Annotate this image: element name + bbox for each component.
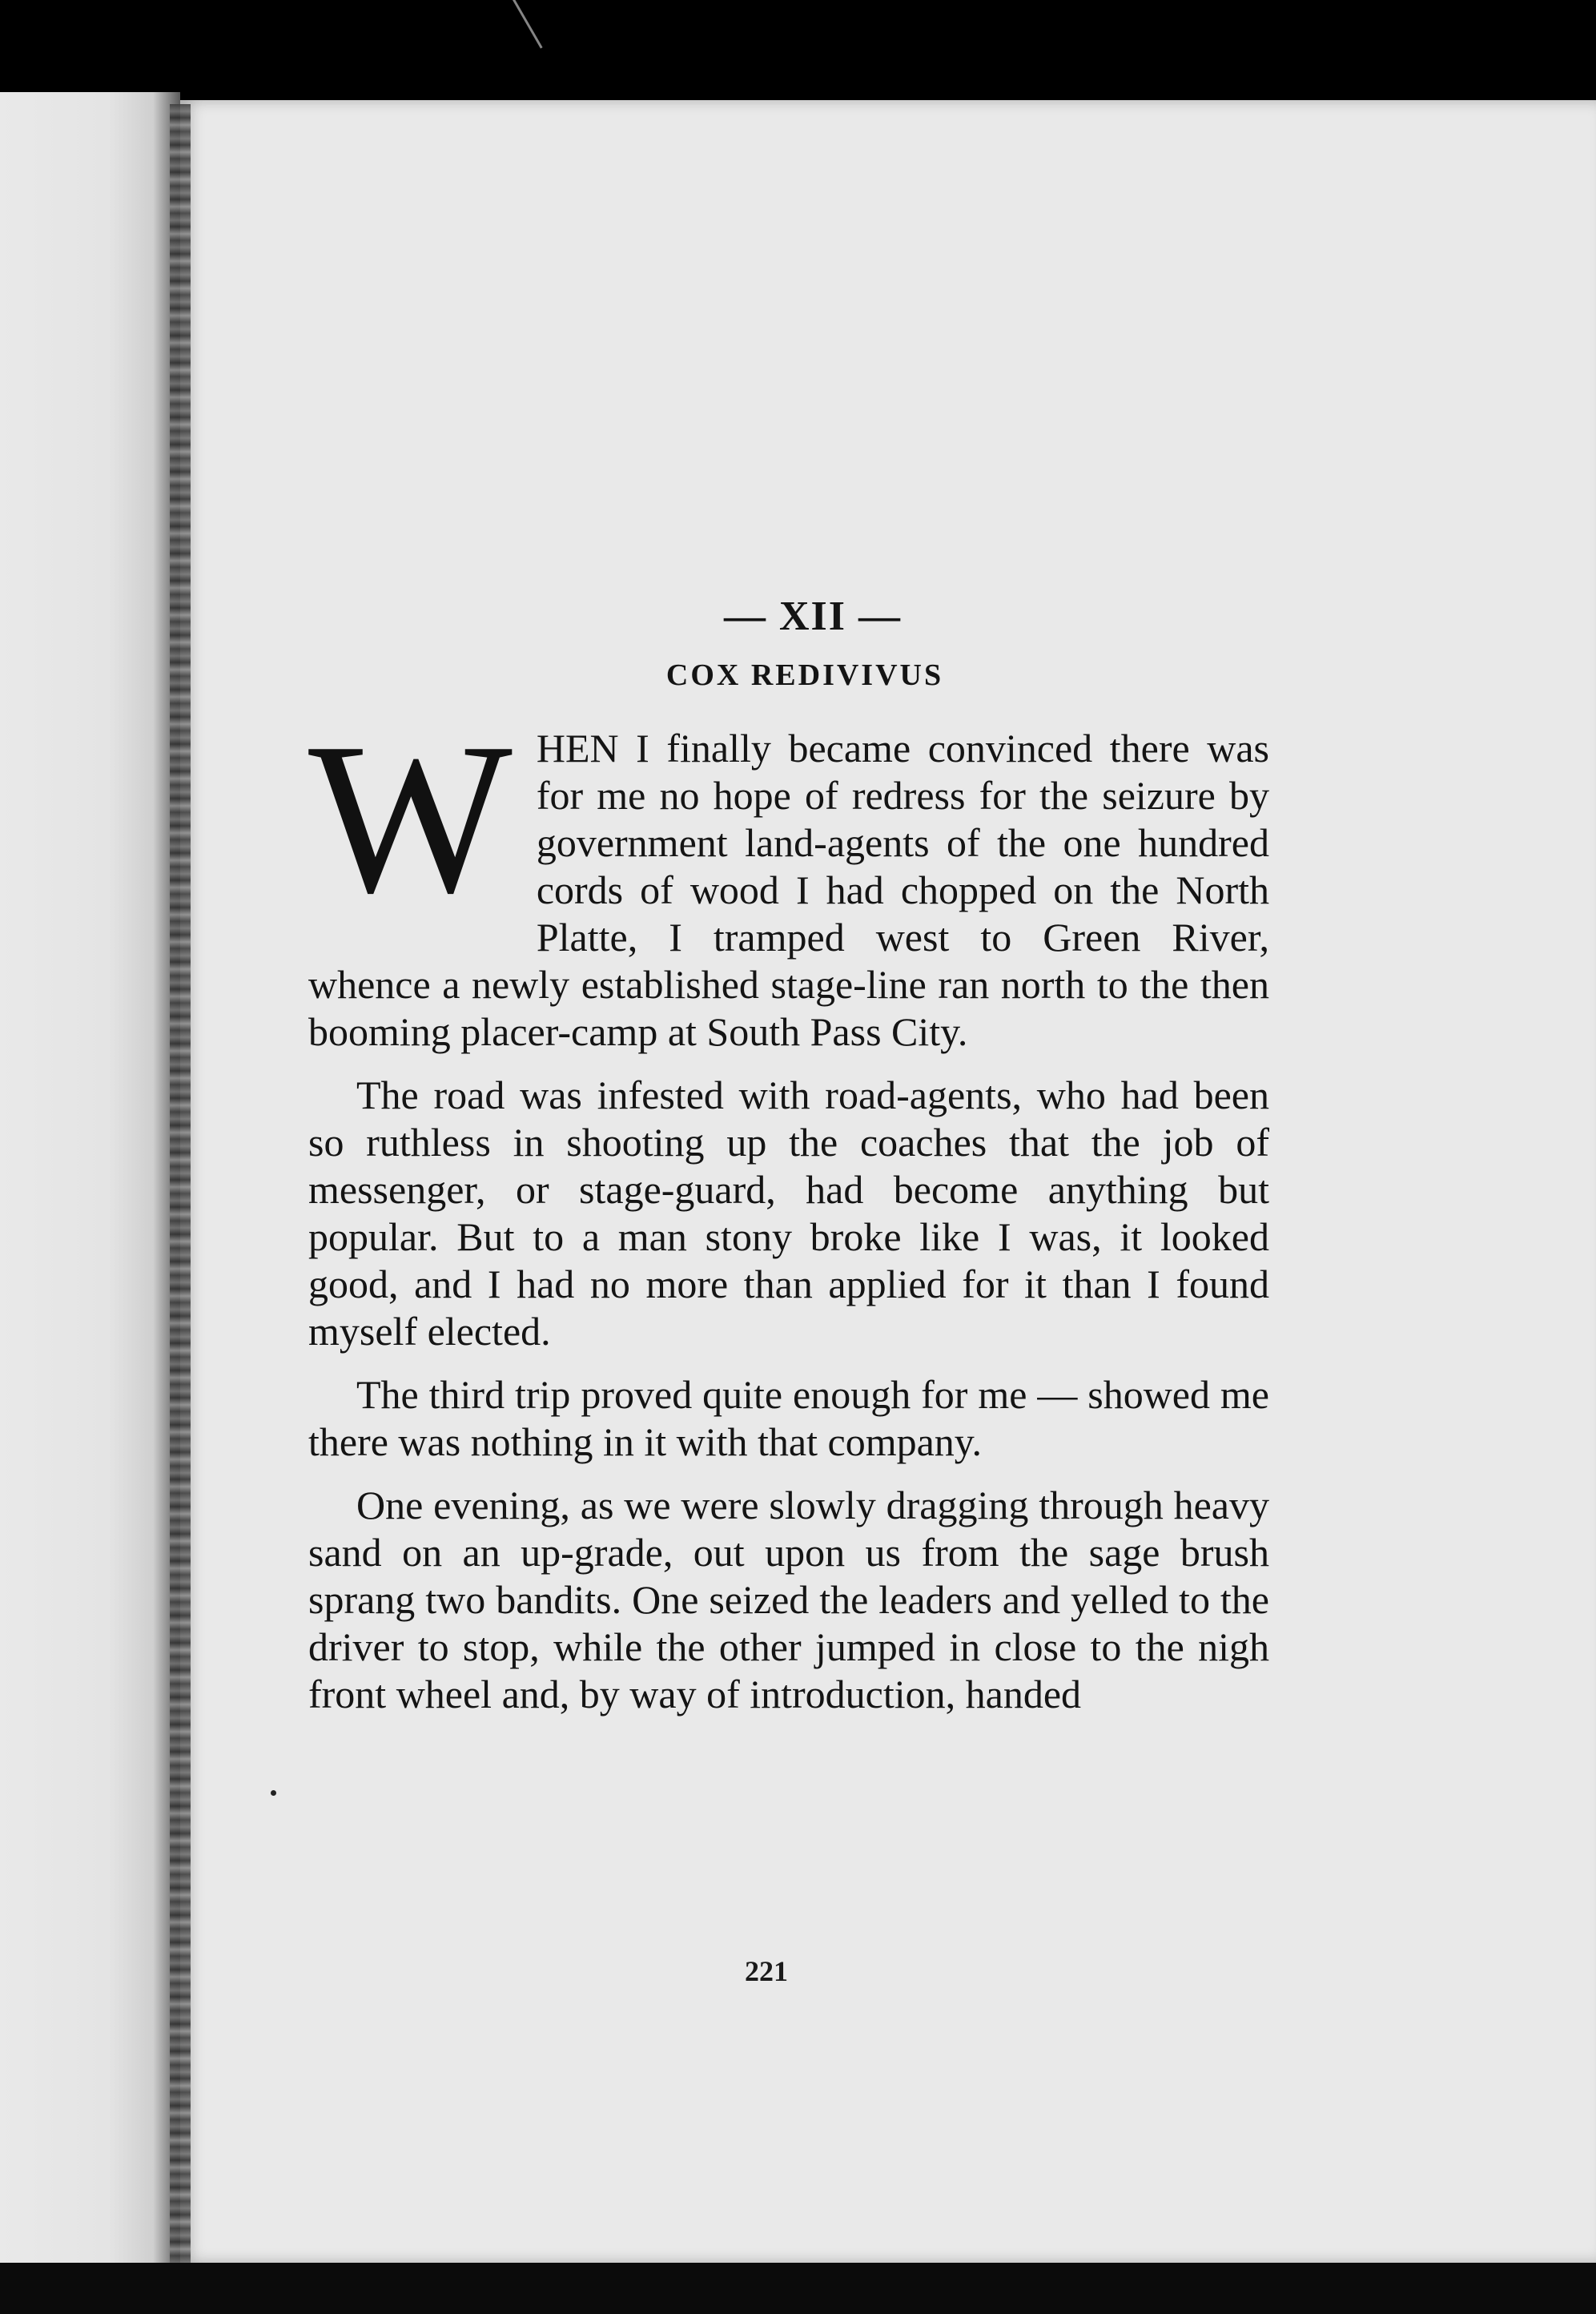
ink-speck: [271, 1790, 276, 1796]
facing-page-edge: [0, 92, 180, 2271]
paper-crease-mark: [513, 0, 543, 49]
chapter-title: COX REDIVIVUS: [665, 658, 944, 692]
paragraph-1: [308, 698, 1269, 1056]
page-text-block: [308, 593, 1269, 1734]
paragraph-3: The third trip proved quite enough for me — showed me there was nothing in it with that company.: [308, 1372, 1269, 1464]
paragraph-1-text: HEN I finally became convinced there was for me no hope of redress for the seizure by government land-agents of the one hundred cords of wood I had chopped on the North Platte, I tramped west to Green River, whence a newly established stage-line ran north to the then booming placer-camp at South Pass City.: [308, 726, 1269, 1054]
drop-cap: W: [308, 698, 513, 938]
book-spine: [170, 104, 191, 2267]
paragraph-4: One evening, as we were slowly dragging through heavy sand on an up-grade, out upon us from the sage brush sprang two bandits. One seized the leaders and yelled to the driver to stop, while the other jumped in close to the nigh front wheel and, by way of introduction, handed: [308, 1483, 1269, 1716]
scan-bottom-border: [0, 2263, 1596, 2314]
chapter-number: — XII —: [723, 594, 903, 639]
paragraph-2: The road was infested with road-agents, who had been so ruthless in shooting up the coaches that the job of messenger, or stage-guard, had become anything but popular. But to a man stony broke like I was, it looked good, and I had no more than applied for it than I found myself elected.: [308, 1072, 1269, 1354]
page-number: 221: [745, 1955, 788, 1987]
